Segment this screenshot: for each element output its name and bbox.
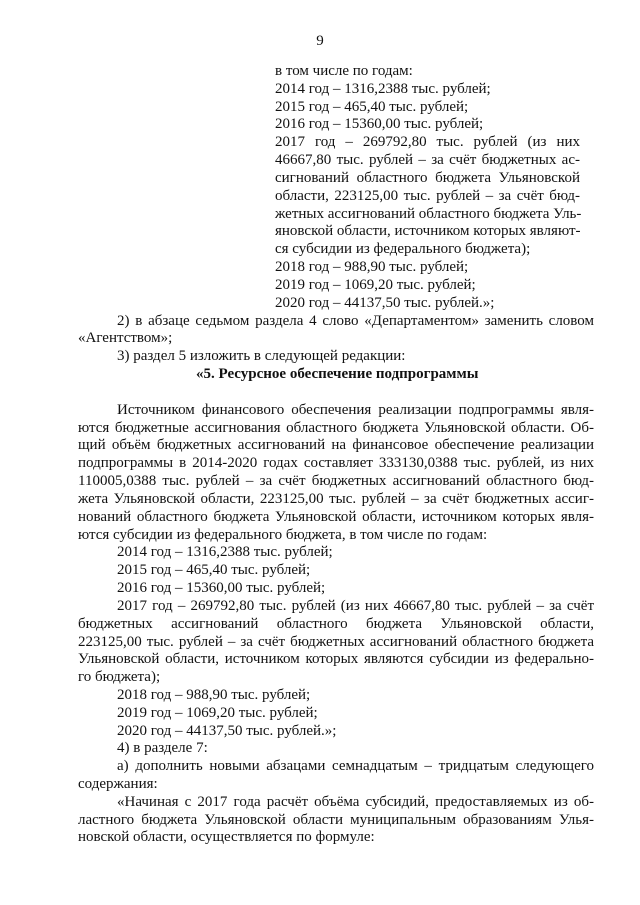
item4a-line: содержания: (78, 776, 158, 792)
section-title: «5. Ресурсное обеспечение подпрограммы (196, 366, 479, 382)
paragraph-line: жета Ульяновской области, 223125,00 тыс. рублей – за счёт бюджетных ассиг- (78, 491, 594, 507)
item4-line: 4) в разделе 7: (117, 740, 208, 756)
upper-line: 2018 год – 988,90 тыс. рублей; (275, 259, 469, 275)
year-2017-line: го бюджета); (78, 669, 161, 685)
paragraph-line: подпрограммы в 2014-2020 годах составляет 333130,0388 тыс. рублей, из них (78, 455, 594, 471)
upper-line: 2015 год – 465,40 тыс. рублей; (275, 99, 469, 115)
paragraph-line: ются бюджетные ассигнования областного бюджета Ульяновской области. Об- (78, 420, 594, 436)
quote-line: «Начиная с 2017 года расчёт объёма субсидий, предоставляемых из об- (117, 794, 594, 810)
upper-line: 2017 год – 269792,80 тыс. рублей (из них (275, 134, 580, 150)
item2-line: 2) в абзаце седьмом раздела 4 слово «Департаментом» заменить словом (117, 313, 594, 329)
year-line: 2020 год – 44137,50 тыс. рублей.»; (117, 723, 337, 739)
upper-line: сигнований областного бюджета Ульяновской (275, 170, 580, 186)
paragraph-line: щий объём бюджетных ассигнований на финансовое обеспечение реализации (78, 437, 594, 453)
year-2017-line: 223125,00 тыс. рублей – за счёт бюджетных ассигнований областного бюджета (78, 634, 594, 650)
upper-line: 2019 год – 1069,20 тыс. рублей; (275, 277, 476, 293)
year-line: 2016 год – 15360,00 тыс. рублей; (117, 580, 326, 596)
upper-line: яновской области, источником которых являют- (275, 223, 581, 239)
upper-line: в том числе по годам: (275, 63, 413, 79)
year-line: 2019 год – 1069,20 тыс. рублей; (117, 705, 318, 721)
year-line: 2015 год – 465,40 тыс. рублей; (117, 562, 311, 578)
upper-line: 2020 год – 44137,50 тыс. рублей.»; (275, 295, 495, 311)
paragraph-line: нований областного бюджета Ульяновской области, источником которых явля- (78, 509, 594, 525)
quote-line: новской области, осуществляется по формуле: (78, 829, 375, 845)
quote-line: ластного бюджета Ульяновской области муниципальным образованиям Улья- (78, 812, 594, 828)
paragraph-line: 110005,0388 тыс. рублей – за счёт бюджетных ассигнований областного бюд- (78, 473, 594, 489)
year-2017-line: 2017 год – 269792,80 тыс. рублей (из них 46667,80 тыс. рублей – за счёт (117, 598, 594, 614)
item2-line: «Агентством»; (78, 330, 173, 346)
year-line: 2014 год – 1316,2388 тыс. рублей; (117, 544, 333, 560)
year-line: 2018 год – 988,90 тыс. рублей; (117, 687, 311, 703)
paragraph-line: ются субсидии из федерального бюджета, в том числе по годам: (78, 527, 488, 543)
year-2017-line: Ульяновской области, источником которых являются субсидии из федерально- (78, 651, 594, 667)
year-2017-line: бюджетных ассигнований областного бюджета Ульяновской области, (78, 616, 594, 632)
item4a-line: а) дополнить новыми абзацами семнадцатым – тридцатым следующего (117, 758, 594, 774)
upper-line: 2016 год – 15360,00 тыс. рублей; (275, 116, 484, 132)
upper-line: области, 223125,00 тыс. рублей – за счёт бюд- (275, 188, 580, 204)
upper-line: жетных ассигнований областного бюджета Уль- (275, 206, 582, 222)
paragraph-line: Источником финансового обеспечения реализации подпрограммы явля- (117, 402, 594, 418)
upper-line: ся субсидии из федерального бюджета); (275, 241, 531, 257)
upper-line: 46667,80 тыс. рублей – за счёт бюджетных ас- (275, 152, 580, 168)
upper-line: 2014 год – 1316,2388 тыс. рублей; (275, 81, 491, 97)
page-number: 9 (316, 33, 324, 49)
item3-line: 3) раздел 5 изложить в следующей редакции: (117, 348, 406, 364)
